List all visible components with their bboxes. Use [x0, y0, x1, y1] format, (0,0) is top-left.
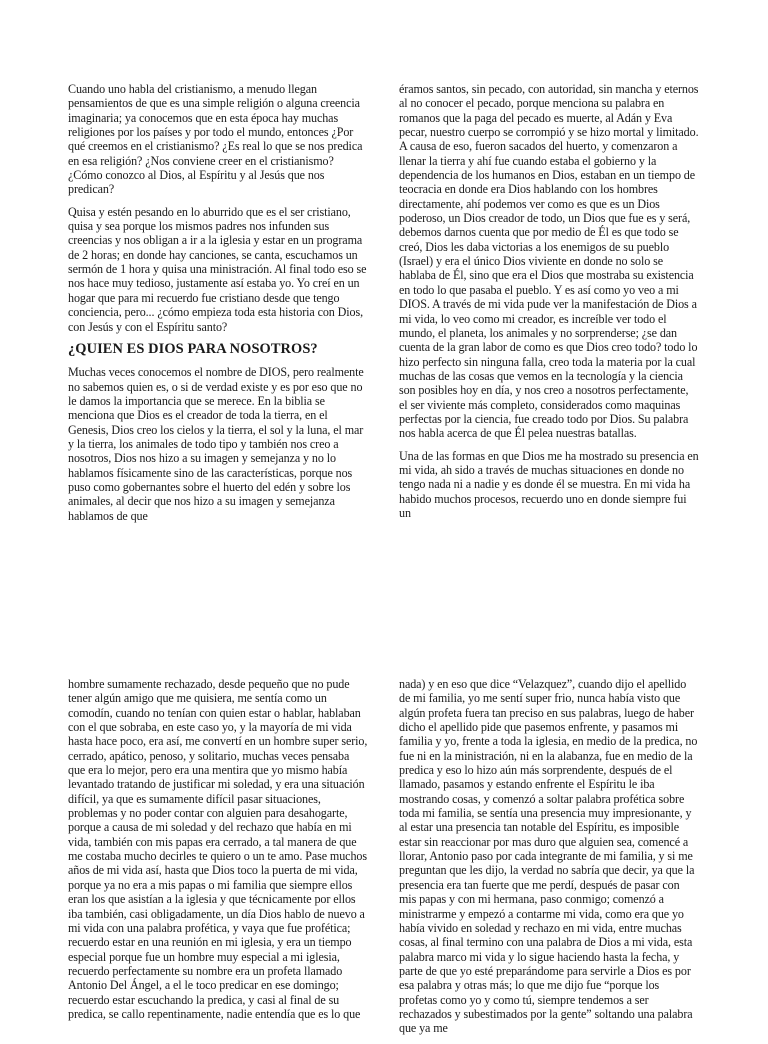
- body-paragraph: Una de las formas en que Dios me ha mostrado su presencia en mi vida, ah sido a través de muchas situaciones en donde no tengo nada ni a nadie y es donde él se muestra. En mi vida ha habido muchos procesos, recuerdo uno en donde siempre fui un: [399, 448, 699, 520]
- intro-paragraph: Cuando uno habla del cristianismo, a menudo llegan pensamientos de que es una simple religión o alguna creencia imaginaria; ya conocemos que en esta época hay muchas religiones por los países y por todo el mundo, entonces ¿Por qué creemos en el cristianismo? ¿Es real lo que se nos predica en esa religión? ¿Nos conviene creer en el cristianismo? ¿Cómo conozco al Dios, al Espíritu y al Jesús que nos predican?: [68, 82, 363, 197]
- page-1-left-column: [68, 82, 368, 531]
- body-paragraph: Quisa y estén pesando en lo aburrido que es el ser cristiano, quisa y sea porque los mismos padres nos infunden sus creencias y nos obligan a ir a la iglesia y estar en un programa de 2 horas; en donde hay canciones, se canta, escuchamos un sermón de 1 hora y quisa una ministración. Al final todo eso se nos hace muy tedioso, justamente así estaba yo. Yo creí en un hogar que para mi recuerdo fue cristiano desde que tengo conciencia, pero... ¿cómo empieza toda esta historia con Dios, con Jesús y con el Espíritu santo?: [68, 204, 367, 334]
- body-paragraph: éramos santos, sin pecado, con autoridad, sin mancha y eternos al no conocer el pecado, porque menciona su palabra en romanos que la paga del pecado es muerte, al Adán y Eva pecar, nuestro cuerpo se corrompió y se hizo mortal y limitado. A causa de eso, fueron sacados del huerto, y comenzaron a llenar la tierra y ahí fue cuando estaba el gobierno y la dependencia de los humanos en Dios, estaban en un tiempo de teocracia en donde era Dios hablando con los hombres directamente, ahí podemos ver como es que es un Dios poderoso, un Dios creador de todo, un Dios que fue es y será, debemos darnos cuenta que por medio de Él es que todo se creó, Dios les daba victorias a los enemigos de su pueblo (Israel) y era el único Dios viviente en donde no solo se hablaba de Él, sino que era el Dios que mostraba su existencia en todo lo que pasaba el pueblo. Y es así como yo veo a mi DIOS. A través de mi vida pude ver la manifestación de Dios a mi vida, lo veo como mi creador, es increíble ver todo el mundo, el planeta, los animales y no sorprenderse; ¿se dan cuenta de la gran labor de como es que Dios creo todo? todo lo hizo perfecto sin ninguna falla, creo toda la materia por la cual muchas de las cosas que vemos en la tecnología y la ciencia son posibles hoy en día, y nos creo a nosotros perfectamente, el ser viviente más completo, considerados como maquinas perfectas por la ciencia, fue creado todo por Dios. Su palabra nos habla acerca de que Él pelea nuestras batallas.: [399, 82, 699, 441]
- body-paragraph: Muchas veces conocemos el nombre de DIOS, pero realmente no sabemos quien es, o si de verdad existe y es por eso que no le damos la importancia que se merece. En la biblia se menciona que Dios es el creador de toda la tierra, en el Genesis, Dios creo los cielos y la tierra, el sol y la luna, el mar y la tierra, los animales de todo tipo y también nos creo a nosotros, Dios nos hizo a su imagen y semejanza y no lo hablamos físicamente sino de las características, porque nos puso como gobernantes sobre el huerto del edén y sobre los animales, al decir que nos hizo a su imagen y semejanza hablamos de que: [68, 365, 364, 523]
- section-heading: ¿QUIEN ES DIOS PARA NOSOTROS?: [68, 340, 318, 357]
- body-paragraph: nada) y en eso que dice “Velazquez”, cuando dijo el apellido de mi familia, yo me sentí super frio, nunca había visto que algún profeta fuera tan preciso en sus palabras, luego de haber dicho el apellido pide que pasemos enfrente, y pasamos mi familia y yo, frente a toda la iglesia, en medio de la predica, no fue ni en la ministración, ni en la alabanza, fue en medio de la predica y eso lo hizo aún más sorprendente, después de el llamado, pasamos y estando enfrente el Espíritu le iba mostrando cosas, y comenzó a soltar palabra profética sobre toda mi familia, se sentía una presencia muy impresionante, y al estar una presencia tan notable del Espíritu, es imposible estar sin reaccionar por mas duro que alguien sea, comencé a llorar, Antonio paso por cada integrante de mi familia, y si me preguntan que les dijo, la verdad no sabría que decir, ya que la presencia era tan fuerte que me perdí, después de pasar con mis papas y con mi hermana, paso conmigo; comenzó a ministrarme y empezó a contarme mi vida, como era que yo había vivido en soledad y rechazo en mi vida, entre muchas cosas, al final termino con una palabra de Dios a mi vida, esta palabra marco mi vida y lo sigue haciendo hasta la fecha, y parte de que yo esté preparándome para servirle a Dios es por esa palabra y otras más; lo que me dijo fue “porque los profetas como yo y como tú, siempre tendemos a ser rechazados y subestimados por la gente” soltando una palabra que ya me: [399, 677, 698, 1036]
- page-2-left-column: [68, 677, 368, 1029]
- page-2-right-column: [399, 677, 699, 1044]
- page-2: [0, 672, 768, 1036]
- body-paragraph: hombre sumamente rechazado, desde pequeño que no pude tener algún amigo que me quisiera, me sentía como un comodín, cuando no tenían con quien estar o hablar, hablaban con el que sobraba, en este caso yo, y la mayoría de mi vida hasta hace poco, era así, me convertí en un hombre super serio, cerrado, apático, penoso, y solitario, muchas veces pensaba que era lo mejor, pero era una mentira que yo mismo había levantado tratando de justificar mi soledad, y era una situación difícil, ya que es sumamente difícil pasar situaciones, problemas y no poder contar con alguien para desahogarte, porque a causa de mi soledad y del rechazo que había en mi vida, también con mis papas era cerrado, a tal manera de que me costaba mucho decirles te quiero o un te amo. Pase muchos años de mi vida así, hasta que Dios toco la puerta de mi vida, porque ya no era a mis papas o mi familia que siempre ellos eran los que asistían a la iglesia y que técnicamente por ellos iba también, casi obligadamente, un día Dios hablo de nuevo a mi vida con una palabra profética, y vaya que fue profética; recuerdo estar en una reunión en mi iglesia, y era un tiempo especial porque fue un hombre muy especial a mi iglesia, recuerdo perfectamente su nombre era un profeta llamado Antonio Del Ángel, a el le toco predicar en ese domingo; recuerdo estar escuchando la predica, y casi al final de su predica, se callo repentinamente, nadie entendía que es lo que: [68, 677, 368, 1021]
- page-1-right-column: [399, 82, 699, 528]
